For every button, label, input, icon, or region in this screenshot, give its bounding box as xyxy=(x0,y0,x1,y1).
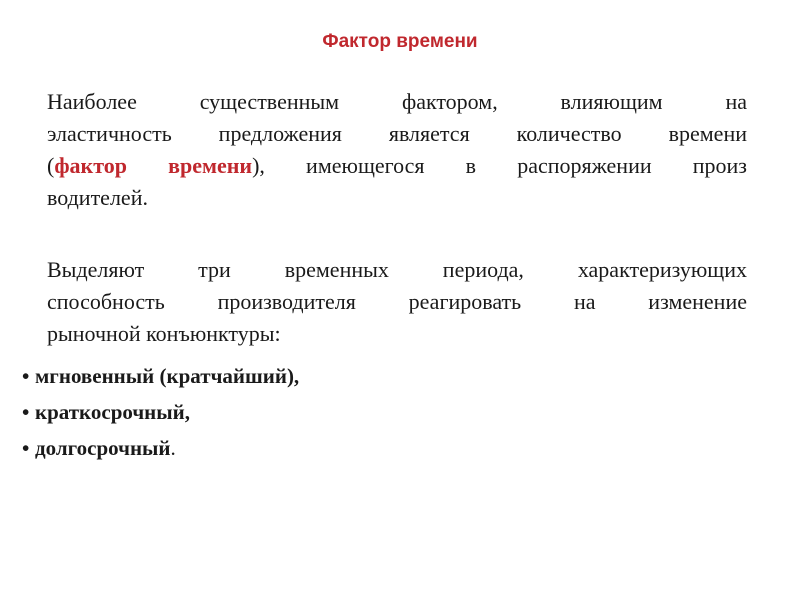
paragraph-time-periods xyxy=(47,254,747,350)
paragraph-supply-elasticity xyxy=(47,86,747,214)
open-paren: ( xyxy=(47,153,55,178)
list-item xyxy=(22,394,299,430)
bullet-icon: • xyxy=(22,364,30,388)
list-item-tail: . xyxy=(170,436,176,460)
paragraph2-line1: Выделяют три временных периода, характеризующих xyxy=(47,257,747,282)
list-item xyxy=(22,430,299,466)
time-factor-emphasis: фактор времени xyxy=(54,153,253,178)
bullet-icon: • xyxy=(22,436,30,460)
paragraph2-line2: способность производителя реагировать на изменение xyxy=(47,289,747,314)
slide-title: Фактор времени xyxy=(322,31,478,52)
list-item xyxy=(22,358,299,394)
paragraph1-line3-rest: ), имеющегося в распоряжении произ xyxy=(252,153,747,178)
list-item-text: краткосрочный, xyxy=(35,400,191,424)
paragraph1-line3 xyxy=(47,150,747,182)
bullet-icon: • xyxy=(22,400,30,424)
paragraph1-line4: водителей. xyxy=(47,185,148,210)
paragraph1-line1: Наиболее существенным фактором, влияющим на xyxy=(47,89,747,114)
list-item-text: долгосрочный xyxy=(35,436,171,460)
list-item-text: мгновенный (кратчайший), xyxy=(35,364,300,388)
paragraph2-line3: рыночной конъюнктуры: xyxy=(47,321,281,346)
paragraph1-line2: эластичность предложения является количество времени xyxy=(47,121,747,146)
time-periods-list xyxy=(22,358,299,466)
